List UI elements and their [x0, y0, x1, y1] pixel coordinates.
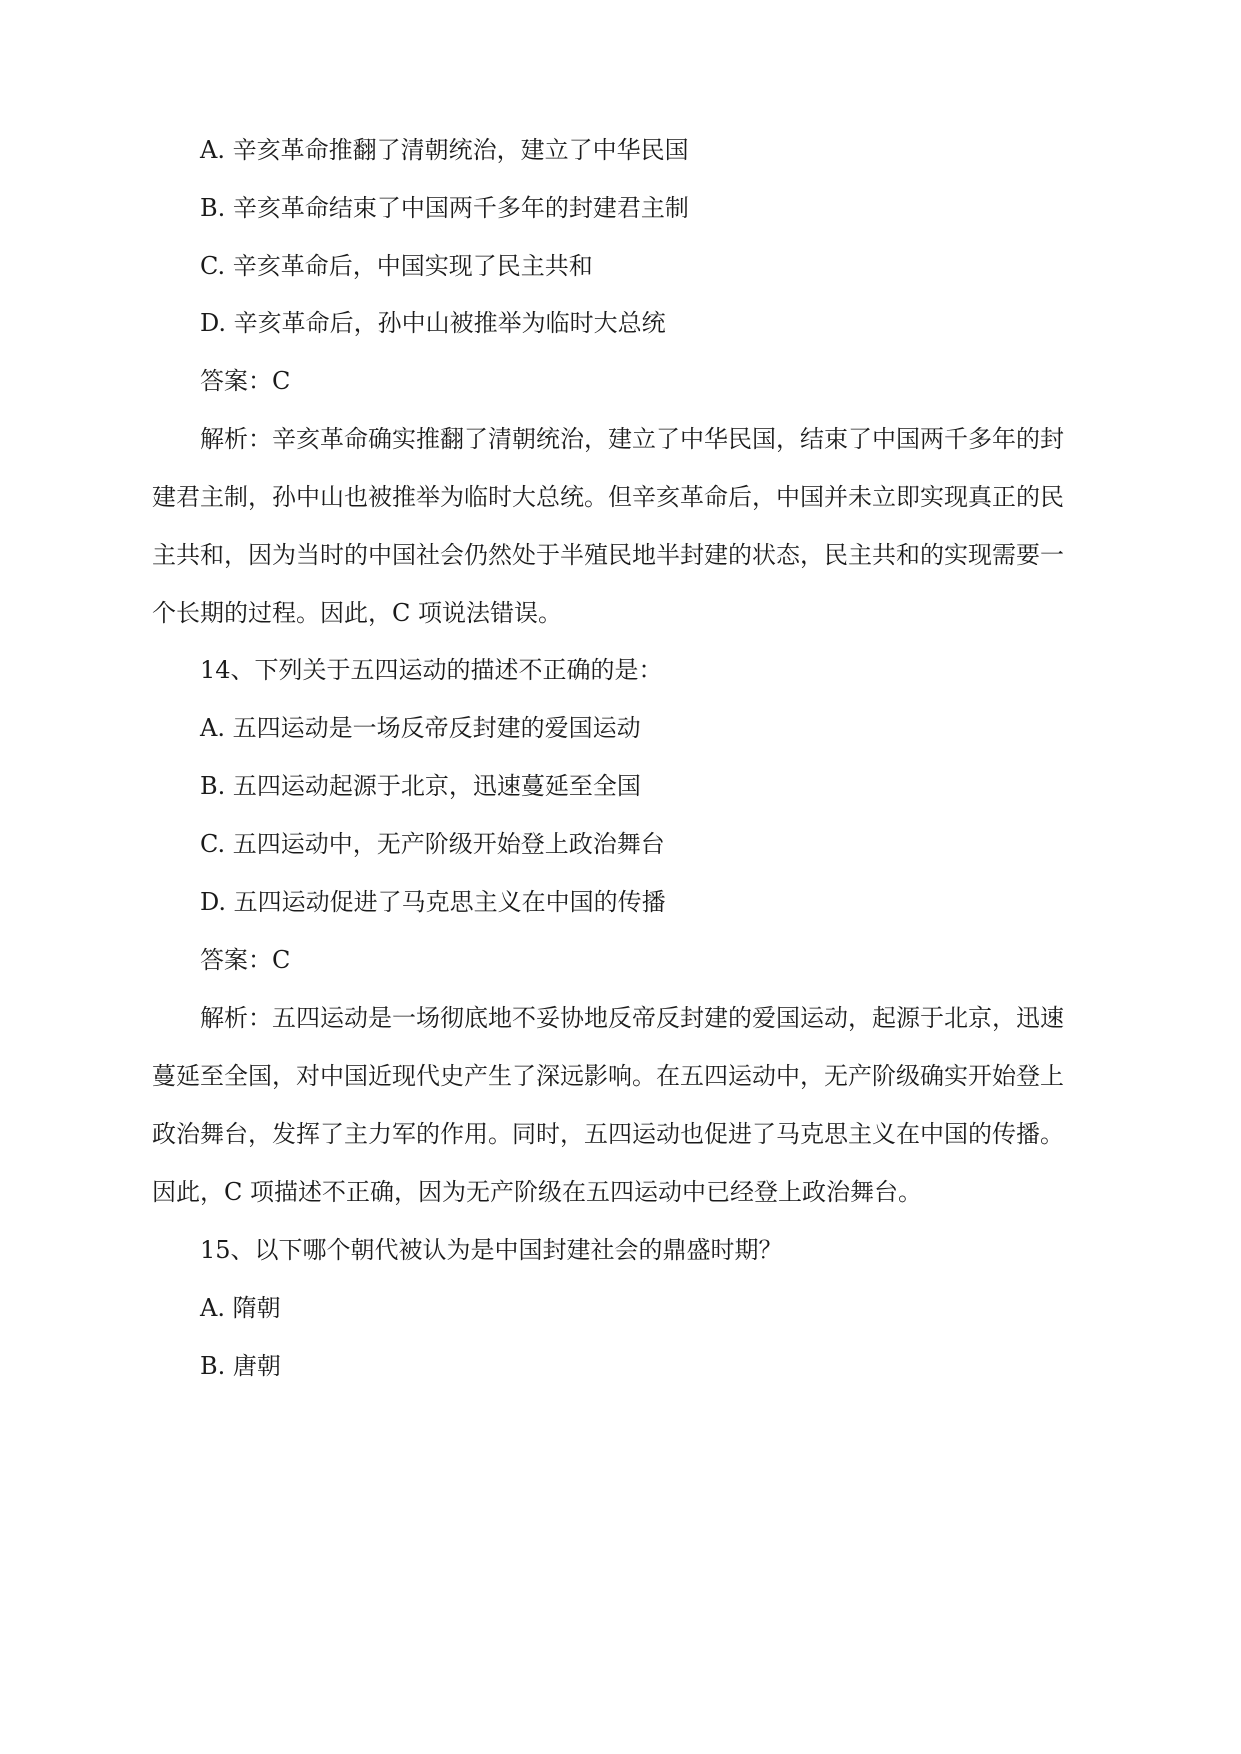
q14-answer: 答案：C: [200, 946, 291, 974]
q13-explanation-line-3: 主共和，因为当时的中国社会仍然处于半殖民地半封建的状态，民主共和的实现需要一: [152, 541, 1064, 569]
q13-option-b: B. 辛亥革命结束了中国两千多年的封建君主制: [200, 194, 689, 222]
q13-option-d: D. 辛亥革命后，孙中山被推举为临时大总统: [200, 309, 666, 337]
q13-explanation-line-1: 解析：辛亥革命确实推翻了清朝统治，建立了中华民国，结束了中国两千多年的封: [200, 425, 1064, 453]
q14-question: 14、下列关于五四运动的描述不正确的是：: [200, 656, 663, 684]
q14-option-c: C. 五四运动中，无产阶级开始登上政治舞台: [200, 830, 665, 858]
q15-option-b: B. 唐朝: [200, 1352, 281, 1380]
q14-explanation-line-1: 解析：五四运动是一场彻底地不妥协地反帝反封建的爱国运动，起源于北京，迅速: [200, 1004, 1064, 1032]
q13-answer: 答案：C: [200, 367, 291, 395]
q13-option-a: A. 辛亥革命推翻了清朝统治，建立了中华民国: [200, 136, 689, 164]
q14-explanation-line-3: 政治舞台，发挥了主力军的作用。同时，五四运动也促进了马克思主义在中国的传播。: [152, 1120, 1064, 1148]
q14-explanation-line-2: 蔓延至全国，对中国近现代史产生了深远影响。在五四运动中，无产阶级确实开始登上: [152, 1062, 1064, 1090]
q13-explanation-line-4: 个长期的过程。因此，C 项说法错误。: [152, 599, 562, 627]
q15-question: 15、以下哪个朝代被认为是中国封建社会的鼎盛时期？: [200, 1236, 783, 1264]
q13-explanation-line-2: 建君主制，孙中山也被推举为临时大总统。但辛亥革命后，中国并未立即实现真正的民: [152, 483, 1064, 511]
q14-option-d: D. 五四运动促进了马克思主义在中国的传播: [200, 888, 666, 916]
q14-option-a: A. 五四运动是一场反帝反封建的爱国运动: [200, 714, 641, 742]
q15-option-a: A. 隋朝: [200, 1294, 281, 1322]
q14-explanation-line-4: 因此，C 项描述不正确，因为无产阶级在五四运动中已经登上政治舞台。: [152, 1178, 922, 1206]
q13-option-c: C. 辛亥革命后，中国实现了民主共和: [200, 252, 593, 280]
q14-option-b: B. 五四运动起源于北京，迅速蔓延至全国: [200, 772, 641, 800]
